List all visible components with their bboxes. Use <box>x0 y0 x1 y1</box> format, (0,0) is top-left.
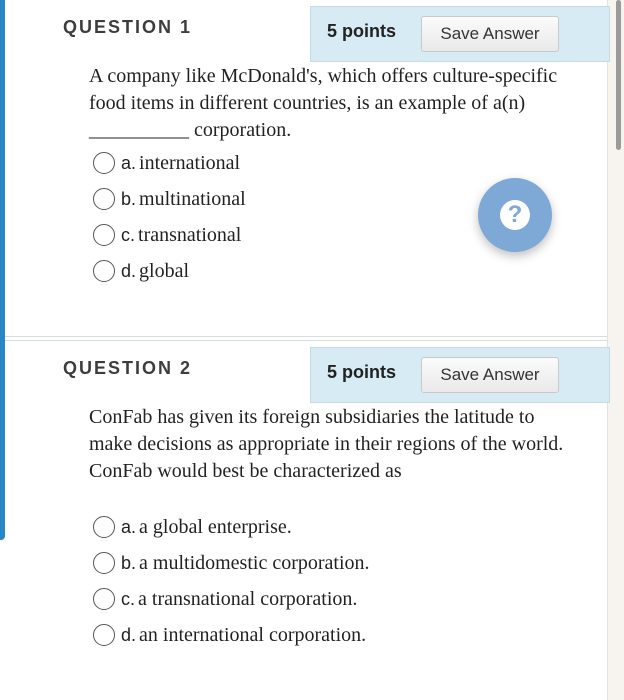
choice-letter: a. <box>121 516 137 537</box>
choice-letter: b. <box>121 188 137 209</box>
choice-c[interactable] <box>93 581 370 617</box>
choice-text: multinational <box>139 187 246 210</box>
radio-button[interactable] <box>93 260 115 282</box>
points-header <box>310 6 610 62</box>
radio-button[interactable] <box>93 516 115 538</box>
choice-b[interactable] <box>93 545 370 581</box>
question-1 <box>5 0 607 337</box>
question-text: ConFab has given its foreign subsidiaries the latitude to make decisions as appropriate in their regions of the world. ConFab would best be characterized as <box>89 406 564 482</box>
radio-button[interactable] <box>93 624 115 646</box>
question-title: QUESTION 2 <box>63 358 193 378</box>
choice-a[interactable] <box>93 509 370 545</box>
help-button[interactable] <box>478 178 552 252</box>
question-title: QUESTION 1 <box>63 17 193 37</box>
save-answer-button[interactable]: Save Answer <box>421 357 559 393</box>
radio-button[interactable] <box>93 588 115 610</box>
choice-text: international <box>139 151 241 174</box>
points-header <box>310 347 610 403</box>
answer-choices <box>93 509 370 653</box>
choice-c[interactable] <box>93 217 246 253</box>
radio-button[interactable] <box>93 224 115 246</box>
choice-text: a multidomestic corporation. <box>139 551 370 574</box>
choice-letter: c. <box>121 588 136 609</box>
choice-text: transnational <box>138 223 242 246</box>
choice-letter: d. <box>121 260 137 281</box>
points-label: 5 points <box>327 362 397 382</box>
choice-a[interactable] <box>93 145 246 181</box>
choice-text: global <box>139 259 190 282</box>
choice-letter: c. <box>121 224 136 245</box>
question-2 <box>5 340 607 700</box>
choice-letter: b. <box>121 552 137 573</box>
radio-button[interactable] <box>93 188 115 210</box>
radio-button[interactable] <box>93 152 115 174</box>
question-text: A company like McDonald's, which offers culture-specific food items in different countries, is an example of a(n) __________ corporation. <box>89 65 558 141</box>
choice-b[interactable] <box>93 181 246 217</box>
choice-letter: a. <box>121 152 137 173</box>
points-label: 5 points <box>327 21 397 41</box>
question-mark-icon: ? <box>500 200 530 230</box>
answer-choices <box>93 145 246 289</box>
scrollbar-thumb[interactable] <box>616 0 621 150</box>
choice-d[interactable] <box>93 253 246 289</box>
choice-text: an international corporation. <box>139 623 367 646</box>
choice-letter: d. <box>121 624 137 645</box>
choice-text: a transnational corporation. <box>138 587 358 610</box>
choice-text: a global enterprise. <box>139 515 292 538</box>
radio-button[interactable] <box>93 552 115 574</box>
save-answer-button[interactable]: Save Answer <box>421 16 559 52</box>
choice-d[interactable] <box>93 617 370 653</box>
